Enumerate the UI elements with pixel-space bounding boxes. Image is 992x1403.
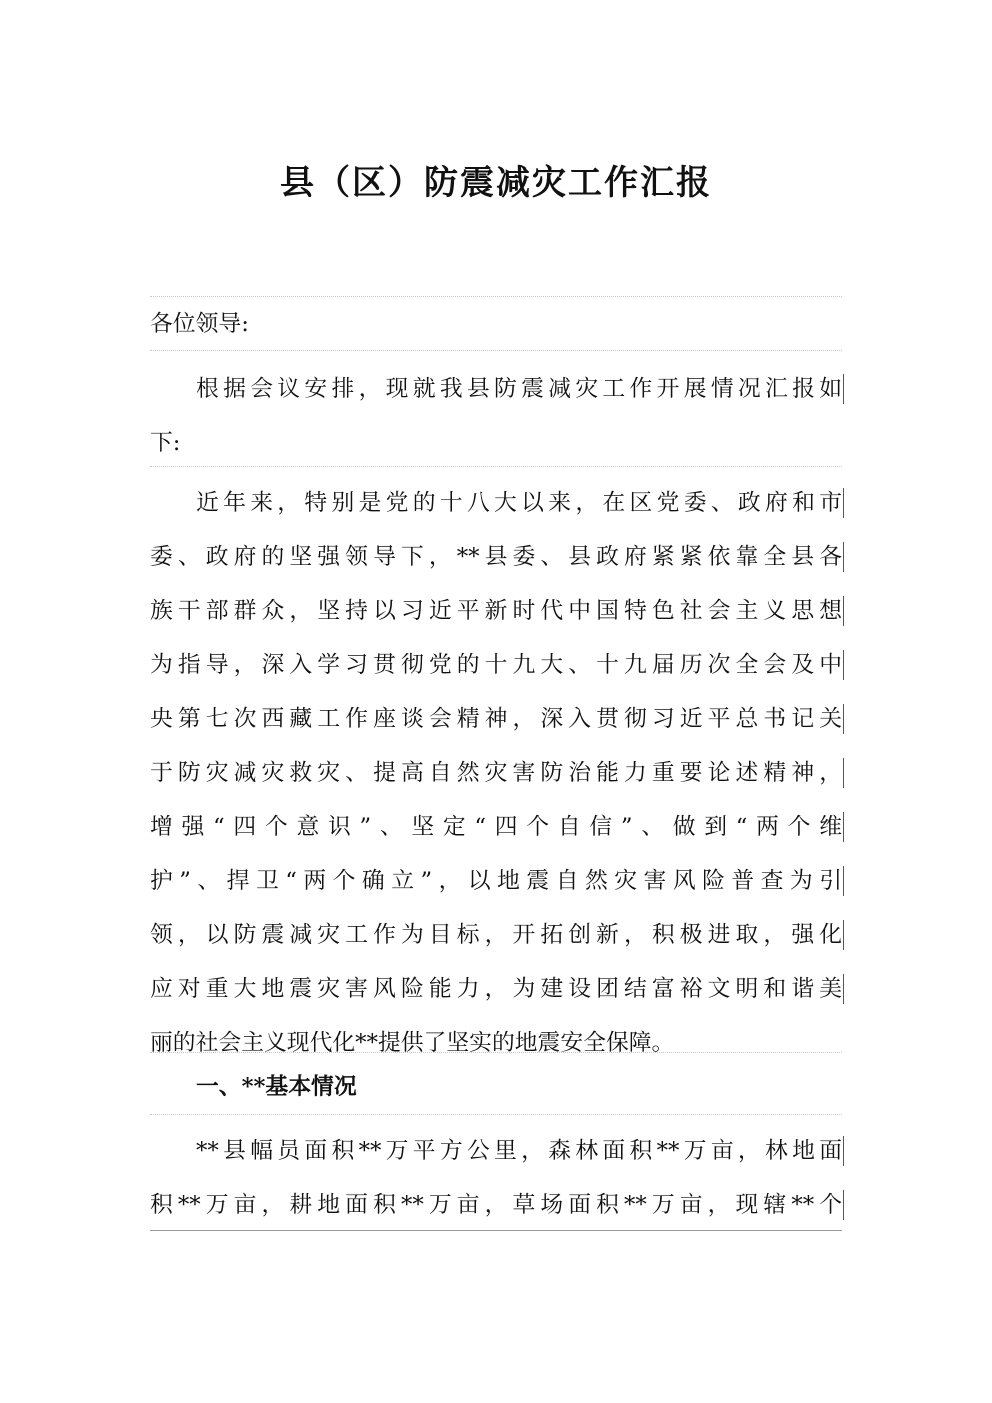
text-line: 根据会议安排，现就我县防震减灾工作开展情况汇报如 bbox=[196, 376, 842, 402]
margin-marker bbox=[843, 866, 844, 896]
margin-marker bbox=[843, 974, 844, 1004]
section-heading-block bbox=[150, 1060, 842, 1114]
text-line: 应对重大地震灾害风险能力，为建设团结富裕文明和谐美 bbox=[150, 976, 842, 1002]
margin-marker bbox=[843, 374, 844, 404]
intro-paragraph bbox=[150, 362, 842, 470]
text-line: **县幅员面积**万平方公里，森林面积**万亩，林地面 bbox=[196, 1138, 842, 1164]
text-line: 领，以防震减灾工作为目标，开拓创新，积极进取，强化 bbox=[150, 922, 842, 948]
margin-marker bbox=[843, 704, 844, 734]
divider bbox=[150, 466, 842, 467]
section-paragraph bbox=[150, 1124, 842, 1232]
divider bbox=[150, 1114, 842, 1115]
text-line: 于防灾减灾救灾、提高自然灾害防治能力重要论述精神， bbox=[150, 760, 842, 786]
margin-marker bbox=[843, 812, 844, 842]
text-line: 族干部群众，坚持以习近平新时代中国特色社会主义思想 bbox=[150, 598, 842, 624]
margin-marker bbox=[843, 542, 844, 572]
margin-marker bbox=[843, 758, 844, 788]
salutation-block bbox=[150, 297, 842, 351]
document-title: 县（区）防震减灾工作汇报 bbox=[280, 163, 712, 203]
margin-marker bbox=[843, 1190, 844, 1220]
salutation: 各位领导: bbox=[150, 311, 249, 337]
text-line: 央第七次西藏工作座谈会精神，深入贯彻习近平总书记关 bbox=[150, 706, 842, 732]
margin-marker bbox=[843, 650, 844, 680]
text-line: 下: bbox=[150, 430, 181, 456]
text-line: 委、政府的坚强领导下，**县委、县政府紧紧依靠全县各 bbox=[150, 544, 842, 570]
divider bbox=[150, 1052, 842, 1053]
main-paragraph bbox=[150, 476, 842, 1070]
text-line: 增强“四个意识”、坚定“四个自信”、做到“两个维 bbox=[150, 814, 842, 840]
section-heading: 一、**基本情况 bbox=[196, 1074, 357, 1100]
margin-marker bbox=[843, 1136, 844, 1166]
text-line: 为指导，深入学习贯彻党的十九大、十九届历次全会及中 bbox=[150, 652, 842, 678]
text-line: 积**万亩，耕地面积**万亩，草场面积**万亩，现辖**个 bbox=[150, 1192, 842, 1218]
text-line: 近年来，特别是党的十八大以来，在区党委、政府和市 bbox=[196, 490, 842, 516]
divider bbox=[150, 350, 842, 351]
text-line: 丽的社会主义现代化**提供了坚实的地震安全保障。 bbox=[150, 1030, 675, 1056]
margin-marker bbox=[843, 596, 844, 626]
text-line: 护”、捍卫“两个确立”，以地震自然灾害风险普查为引 bbox=[150, 868, 842, 894]
page-bottom-rule bbox=[150, 1230, 842, 1231]
margin-marker bbox=[843, 920, 844, 950]
